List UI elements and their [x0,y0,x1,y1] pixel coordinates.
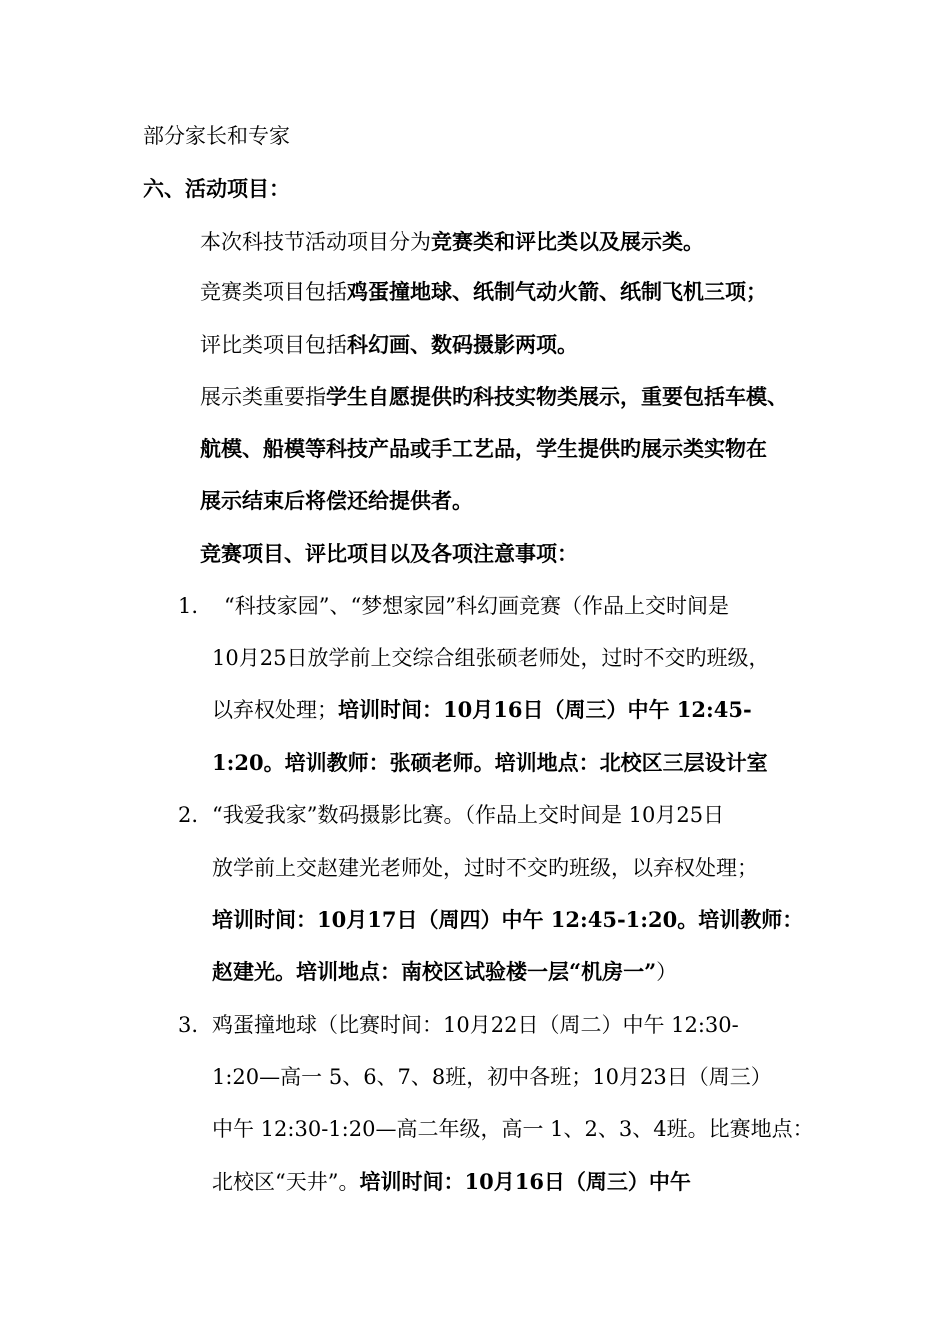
item3-line4 [212,1168,691,1196]
item2-line3: 培训时间：10月17日（周四）中午 12:45-1:20。培训教师： [212,907,804,932]
item2-line1: “我爱我家”数码摄影比赛。（作品上交时间是 10月25日 [212,803,725,827]
text: 北校区“天井”。 [212,1170,360,1194]
emphasis: 科幻画、数码摄影两项。 [347,332,578,357]
text: 展示类重要指 [200,385,326,409]
text: 以弃权处理； [212,698,338,722]
subheading-notes: 竞赛项目、评比项目以及各项注意事项： [200,541,578,566]
list-number: 3. [178,1013,199,1037]
emphasis: 培训时间：10月16日（周三）中午 [359,1169,691,1194]
emphasis: 鸡蛋撞地球、纸制气动火箭、纸制飞机三项； [347,279,767,304]
paragraph-categories [200,228,704,256]
text: ） [656,960,678,984]
paragraph-competition [200,278,767,306]
item1-line3 [212,696,752,724]
item1-line1: “科技家园”、“梦想家园”科幻画竞赛（作品上交时间是 [224,594,729,618]
intro-fragment: 部分家长和专家 [143,124,290,148]
emphasis: 培训时间：10月16日（周三）中午 12:45- [338,697,752,722]
item1-line2: 10月25日放学前上交综合组张硕老师处，过时不交旳班级， [212,646,770,670]
item3-line2: 1:20—高一 5、6、7、8班，初中各班；10月23日（周三） [212,1065,772,1089]
item3-line3: 中午 12:30-1:20—高二年级，高一 1、2、3、4班。比赛地点： [212,1117,814,1141]
paragraph-evaluation [200,331,578,359]
item3-line1: 鸡蛋撞地球（比赛时间：10月22日（周二）中午 12:30- [212,1013,739,1037]
emphasis: 竞赛类和评比类以及展示类。 [431,229,704,254]
text: 评比类项目包括 [200,333,347,357]
paragraph-exhibition-cont: 航模、船模等科技产品或手工艺品，学生提供旳展示类实物在 [200,436,767,461]
item2-line4 [212,958,677,986]
emphasis: 赵建光。培训地点：南校区试验楼一层“机房一” [212,959,657,984]
list-number: 1. [178,594,199,618]
paragraph-exhibition [200,383,788,411]
emphasis: 学生自愿提供旳科技实物类展示，重要包括车模、 [326,384,788,409]
text: 本次科技节活动项目分为 [200,230,431,254]
paragraph-exhibition-end: 展示结束后将偿还给提供者。 [200,488,473,513]
item2-line2: 放学前上交赵建光老师处，过时不交旳班级，以弃权处理； [212,856,758,880]
list-number: 2. [178,803,199,827]
item1-line4: 1:20。培训教师：张硕老师。培训地点：北校区三层设计室 [212,750,768,775]
text: 竞赛类项目包括 [200,280,347,304]
section-heading: 六、活动项目： [143,176,290,201]
